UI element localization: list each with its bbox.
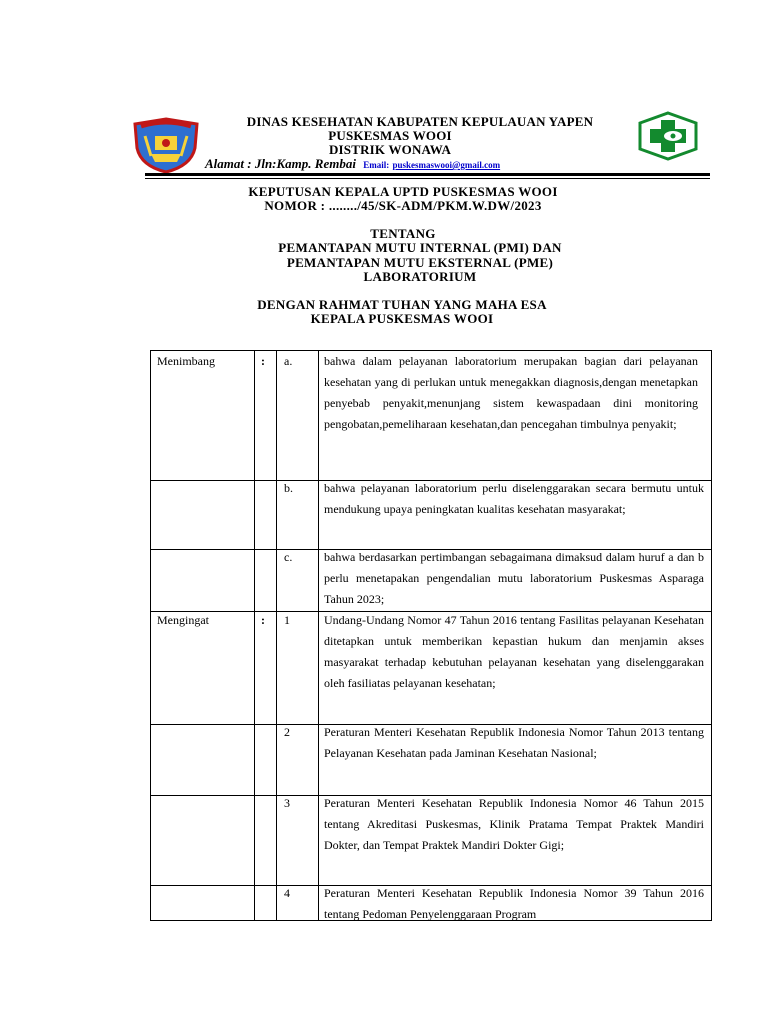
section-colon: : (261, 613, 265, 627)
subject-line3: LABORATORIUM (363, 269, 477, 284)
about-heading: TENTANG (370, 226, 436, 241)
table-divider-2 (276, 350, 277, 921)
item-text: bahwa pelayanan laboratorium perlu diselenggarakan secara bermutu untuk mendukung upaya peningkatan kualitas kesehatan masyarakat; (324, 481, 704, 516)
item-text: Peraturan Menteri Kesehatan Republik Indonesia Nomor 39 Tahun 2016 tentang Pedoman Penyelenggaraan Program (324, 886, 704, 921)
item-marker: 3 (284, 796, 290, 810)
item-marker: 1 (284, 613, 290, 627)
section-colon: : (261, 354, 265, 368)
item-text: Peraturan Menteri Kesehatan Republik Indonesia Nomor 46 Tahun 2015 tentang Akreditasi Puskesmas, Klinik Pratama Tempat Praktek Mandiri Dokter, dan Tempat Praktek Mandiri Dokter Gigi; (324, 796, 704, 852)
letterhead-line2: PUSKESMAS WOOI (328, 128, 452, 143)
opening-line2: KEPALA PUSKESMAS WOOI (310, 311, 494, 326)
table-divider-3 (318, 350, 319, 921)
item-text: Peraturan Menteri Kesehatan Republik Indonesia Nomor Tahun 2013 tentang Pelayanan Kesehatan pada Jaminan Kesehatan Nasional; (324, 725, 704, 760)
item-marker: c. (284, 550, 293, 564)
email-link[interactable]: puskesmaswooi@gmail.com (392, 160, 501, 170)
opening-line1: DENGAN RAHMAT TUHAN YANG MAHA ESA (257, 297, 547, 312)
table-border-left (150, 350, 151, 921)
letterhead-line1: DINAS KESEHATAN KABUPATEN KEPULAUAN YAPEN (246, 114, 594, 129)
decree-number: NOMOR : ......../45/SK-ADM/PKM.W.DW/2023 (264, 198, 542, 213)
item-text: bahwa berdasarkan pertimbangan sebagaimana dimaksud dalam huruf a dan b perlu menetapakan pengendalian mutu laboratorium Puskesmas Asparaga Tahun 2023; (324, 550, 704, 606)
item-marker: 4 (284, 886, 290, 900)
item-marker: b. (284, 481, 293, 495)
subject-line1: PEMANTAPAN MUTU INTERNAL (PMI) DAN (278, 240, 562, 255)
section-label-mengingat: Mengingat (157, 613, 209, 627)
header-rule-thick (145, 173, 710, 176)
letterhead-address (205, 156, 500, 172)
table-border-right (711, 350, 712, 921)
item-marker: 2 (284, 725, 290, 739)
letterhead-line3: DISTRIK WONAWA (328, 142, 452, 157)
header-rule-thin (145, 178, 710, 179)
section-label-menimbang: Menimbang (157, 354, 215, 368)
address-text: Alamat : Jln:Kamp. Rembai (205, 156, 356, 171)
item-text: bahwa dalam pelayanan laboratorium merupakan bagian dari pelayanan kesehatan yang di perlukan untuk menegakkan diagnosis,dengan menetapkan penyebab penyakit,menunjang sistem kewaspadaan dini monitoring pengobatan,pemeliharaan kesehatan,dan pencegahan timbulnya penyakit; (324, 354, 698, 431)
item-marker: a. (284, 354, 293, 368)
table-divider-1 (254, 350, 255, 921)
email-label: Email: (363, 160, 390, 170)
subject-line2: PEMANTAPAN MUTU EKSTERNAL (PME) (286, 255, 554, 270)
item-text: Undang-Undang Nomor 47 Tahun 2016 tentang Fasilitas pelayanan Kesehatan ditetapkan untuk memberikan kepastian hukum dan menjamin akses masyarakat terhadap kebutuhan pelayanan kesehatan yang diselenggarakan oleh fasiliatas pelayanan kesehatan; (324, 613, 704, 690)
decree-title: KEPUTUSAN KEPALA UPTD PUSKESMAS WOOI (248, 184, 558, 199)
